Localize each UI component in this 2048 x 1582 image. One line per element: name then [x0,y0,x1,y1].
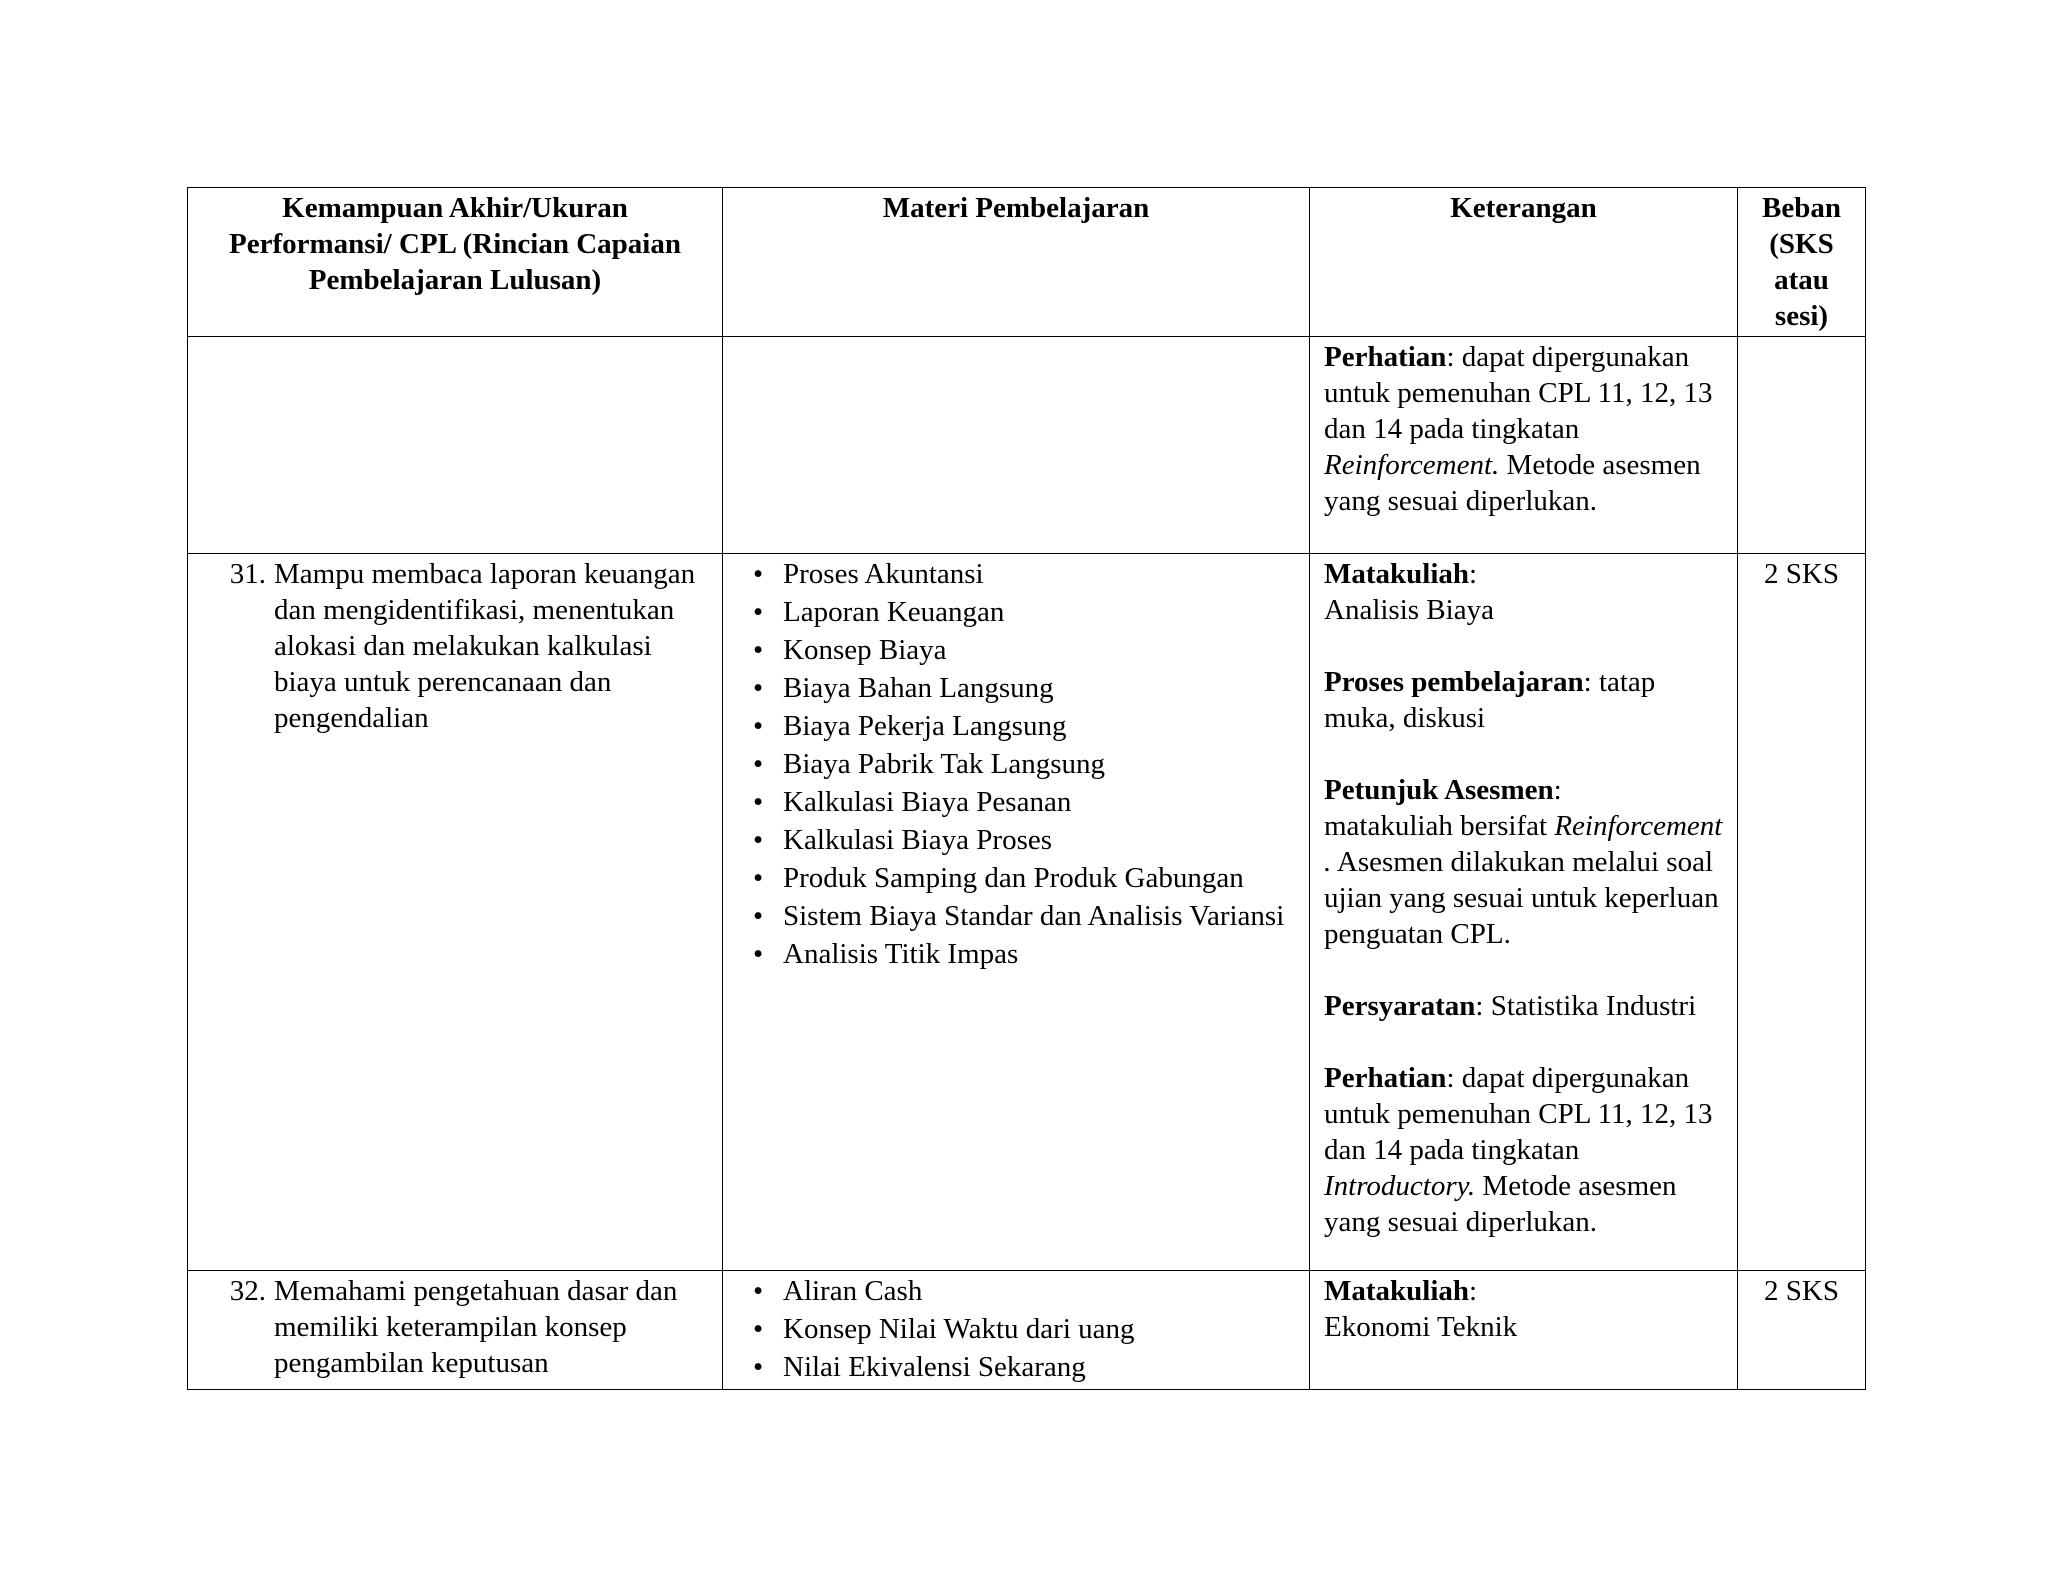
item-number: 32. [229,1275,266,1307]
list-item: • Aliran Cash [737,1273,1295,1309]
list-item: • Kalkulasi Biaya Proses [737,822,1295,858]
table-header-row [188,188,1866,337]
course-name: Analisis Biaya [1324,594,1494,626]
materials-cell [723,1271,1310,1390]
header-load: Beban (SKS atau sesi) [1738,188,1866,337]
course-label: Matakuliah [1324,1275,1470,1307]
materials-list [737,556,1295,972]
notes-cell [1310,337,1738,554]
course-label: Matakuliah [1324,558,1470,590]
notes-cell [1310,1271,1738,1390]
materials-cell [723,337,1310,554]
capability-text: Memahami pengetahuan dasar dan memiliki keterampilan konsep pengambilan keputusan [274,1275,678,1379]
list-item: • Analisis Titik Impas [737,936,1295,972]
list-item: • Biaya Bahan Langsung [737,670,1295,706]
note-label: Perhatian [1324,1062,1447,1094]
capability-cell [188,337,723,554]
course-name: Ekonomi Teknik [1324,1311,1518,1343]
list-item: • Konsep Biaya [737,632,1295,668]
table-row [188,1271,1866,1390]
list-item: • Proses Akuntansi [737,556,1295,592]
assessment-label: Petunjuk Asesmen [1324,774,1554,806]
note-tail: Metode asesmen yang sesuai diperlukan. [1324,449,1701,517]
table-row [188,337,1866,554]
process-label: Proses pembelajaran [1324,666,1584,698]
list-item: • Konsep Nilai Waktu dari uang [737,1311,1295,1347]
process-text: : tatap muka, diskusi [1324,666,1656,734]
note-text: : dapat dipergunakan untuk pemenuhan CPL 11, 12, 13 dan 14 pada tingkatan [1324,341,1713,445]
note-text: : dapat dipergunakan untuk pemenuhan CPL 11, 12, 13 dan 14 pada tingkatan [1324,1062,1713,1166]
assessment-block [1324,772,1723,952]
capability-cell [188,554,723,1271]
note-block [1324,1060,1723,1240]
note-level: Reinforcement. [1324,449,1500,481]
capability-text: Mampu membaca laporan keuangan dan mengidentifikasi, menentukan alokasi dan melakukan kalkulasi biaya untuk perencanaan dan pengendalian [274,558,696,734]
list-item: • Nilai Ekivalensi Sekarang [737,1349,1295,1385]
assessment-level: Reinforcement . [1324,810,1723,878]
load-cell: 2 SKS [1738,554,1866,1271]
process-block [1324,664,1723,736]
list-item: • Sistem Biaya Standar dan Analisis Variansi [737,898,1295,934]
assessment-colon: : [1553,774,1562,806]
course-block [1324,1273,1723,1345]
assessment-text-2: Asesmen dilakukan melalui soal ujian yang sesuai untuk keperluan penguatan CPL. [1324,846,1719,950]
note-tail: Metode asesmen yang sesuai diperlukan. [1324,1170,1677,1238]
header-materials: Materi Pembelajaran [723,188,1310,337]
materials-cell [723,554,1310,1271]
header-notes: Keterangan [1310,188,1738,337]
table-row [188,554,1866,1271]
list-item: • Produk Samping dan Produk Gabungan [737,860,1295,896]
course-block [1324,556,1723,628]
prerequisite-block [1324,988,1723,1024]
list-item: • Kalkulasi Biaya Pesanan [737,784,1295,820]
list-item: • Laporan Keuangan [737,594,1295,630]
note-block [1324,339,1723,519]
header-capability: Kemampuan Akhir/Ukuran Performansi/ CPL (Rincian Capaian Pembelajaran Lulusan) [188,188,723,337]
notes-cell [1310,554,1738,1271]
list-item: • Biaya Pekerja Langsung [737,708,1295,744]
course-colon: : [1469,1275,1478,1307]
curriculum-table [187,187,1866,1390]
note-label: Perhatian [1324,341,1447,373]
course-colon: : [1469,558,1478,590]
note-level: Introductory. [1324,1170,1476,1202]
prerequisite-label: Persyaratan [1324,990,1476,1022]
list-item: • Biaya Pabrik Tak Langsung [737,746,1295,782]
assessment-text: matakuliah bersifat [1324,810,1555,842]
load-cell [1738,337,1866,554]
materials-list [737,1273,1295,1385]
capability-cell [188,1271,723,1390]
prerequisite-text: : Statistika Industri [1475,990,1697,1022]
load-cell: 2 SKS [1738,1271,1866,1390]
item-number: 31. [229,558,266,590]
